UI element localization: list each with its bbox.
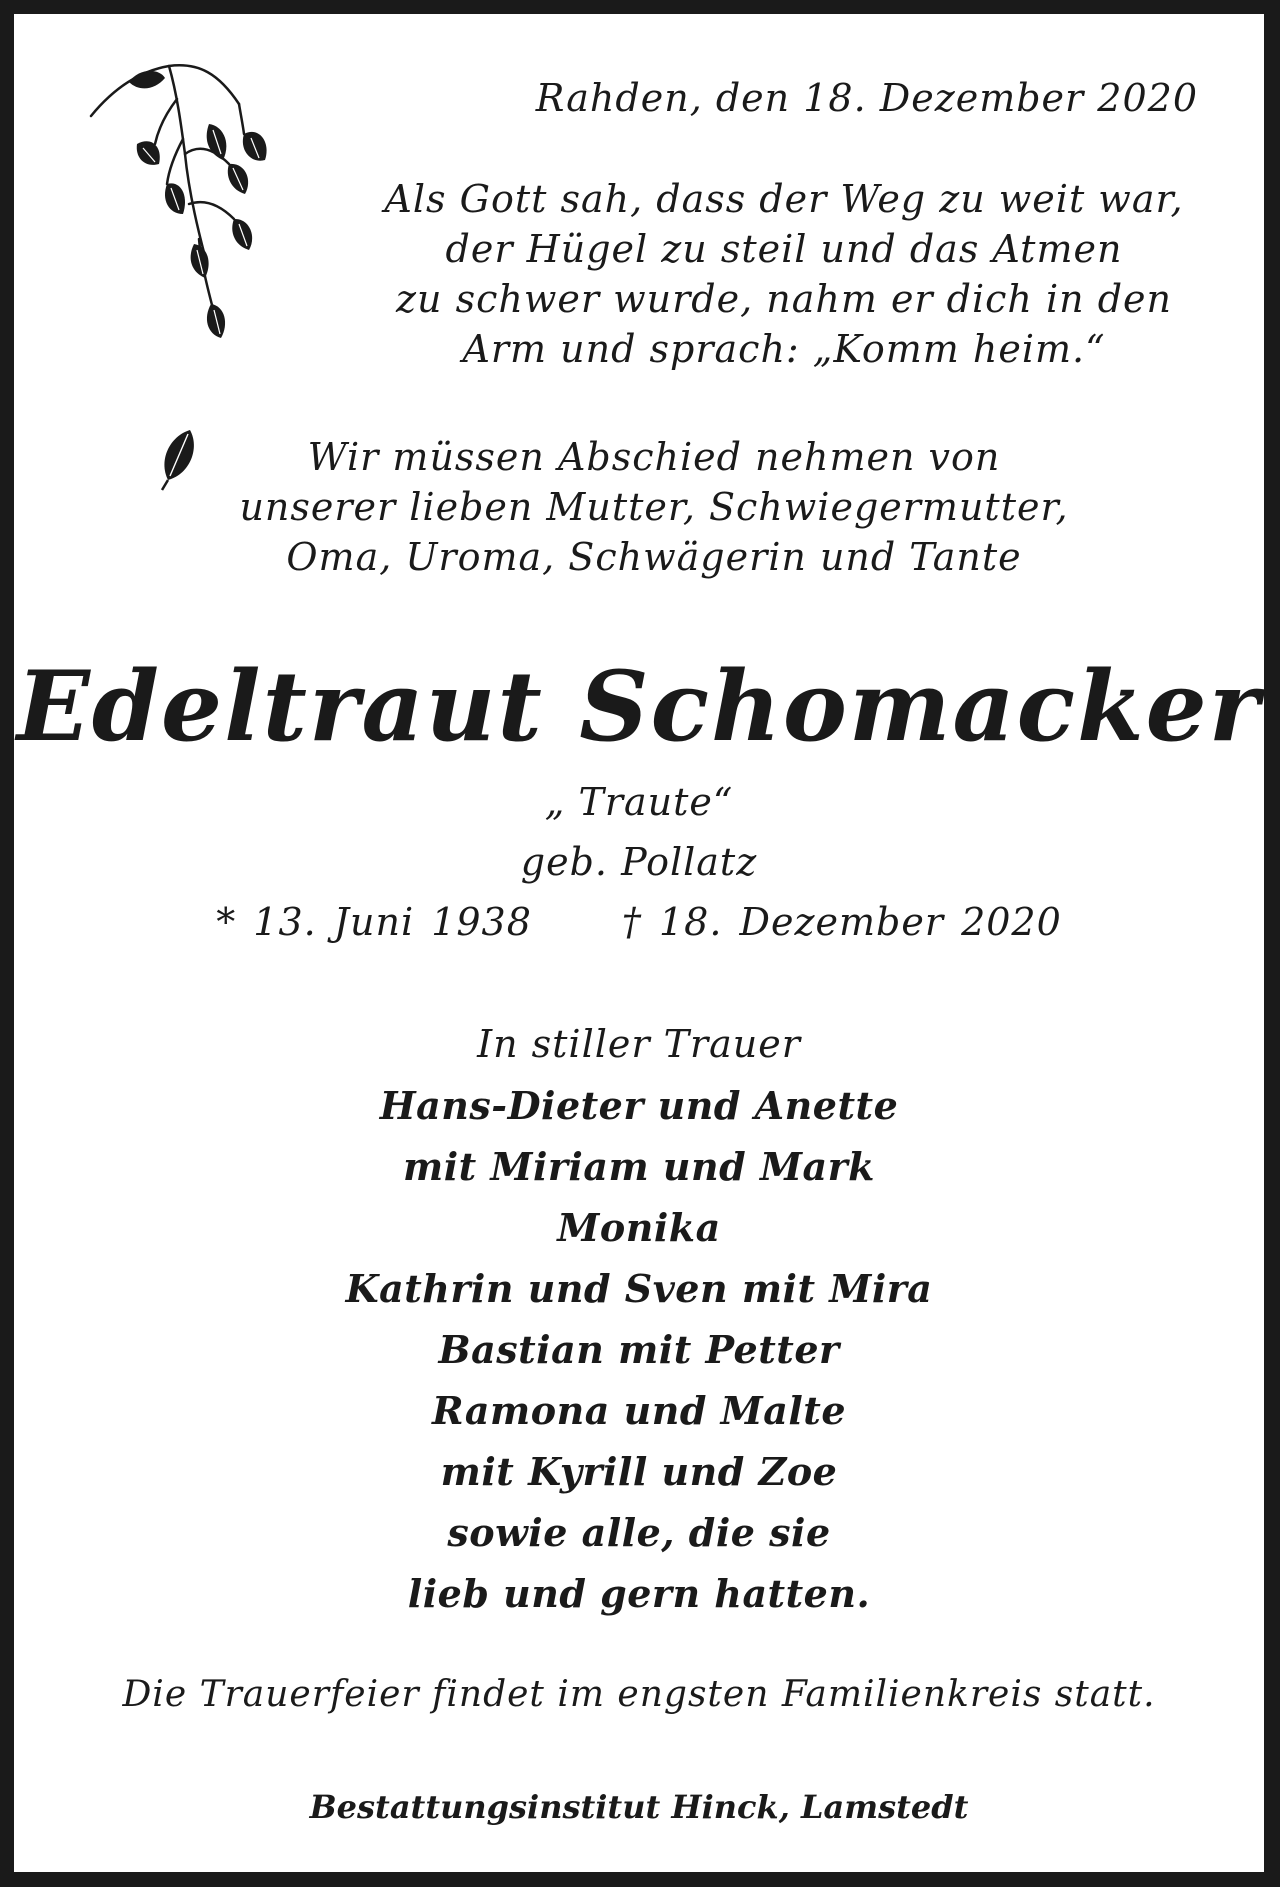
- verse-line: der Hügel zu steil und das Atmen: [445, 227, 1123, 271]
- life-dates: [14, 900, 1264, 944]
- deceased-nickname: „ Traute“: [544, 780, 734, 824]
- mourners-lead: In stiller Trauer: [477, 1022, 801, 1066]
- mourner-line: Ramona und Malte: [431, 1388, 846, 1433]
- mourners-list: [14, 1014, 1264, 1624]
- verse-line: zu schwer wurde, nahm er dich in den: [396, 277, 1172, 321]
- deceased-name: Edeltraut Schomacker: [16, 650, 1262, 763]
- farewell-intro: [194, 432, 1114, 582]
- mourner-line: Monika: [557, 1205, 721, 1250]
- place-date: Rahden, den 18. Dezember 2020: [535, 76, 1198, 120]
- birch-branch-icon: [89, 54, 299, 354]
- obituary-notice: [14, 14, 1264, 1872]
- death-date: † 18. Dezember 2020: [621, 900, 1062, 944]
- mourner-line: mit Miriam und Mark: [402, 1144, 876, 1189]
- verse-line: Als Gott sah, dass der Weg zu weit war,: [384, 177, 1184, 221]
- mourner-line: mit Kyrill und Zoe: [440, 1449, 838, 1494]
- deceased-maiden-name: geb. Pollatz: [520, 840, 758, 884]
- mourner-line: Kathrin und Sven mit Mira: [345, 1266, 933, 1311]
- funeral-note: Die Trauerfeier findet im engsten Familienkreis statt.: [122, 1674, 1156, 1715]
- intro-line: unserer lieben Mutter, Schwiegermutter,: [239, 485, 1069, 529]
- birth-date: * 13. Juni 1938: [216, 900, 532, 944]
- memorial-verse: [384, 174, 1184, 374]
- mourner-line: sowie alle, die sie: [447, 1510, 831, 1555]
- intro-line: Wir müssen Abschied nehmen von: [307, 435, 1001, 479]
- intro-line: Oma, Uroma, Schwägerin und Tante: [286, 535, 1022, 579]
- mourner-line: Bastian mit Petter: [438, 1327, 840, 1372]
- mourner-line: Hans-Dieter und Anette: [379, 1083, 899, 1128]
- undertaker-name: Bestattungsinstitut Hinck, Lamstedt: [309, 1788, 969, 1826]
- mourner-line: lieb und gern hatten.: [407, 1571, 871, 1616]
- verse-line: Arm und sprach: „Komm heim.“: [462, 327, 1106, 371]
